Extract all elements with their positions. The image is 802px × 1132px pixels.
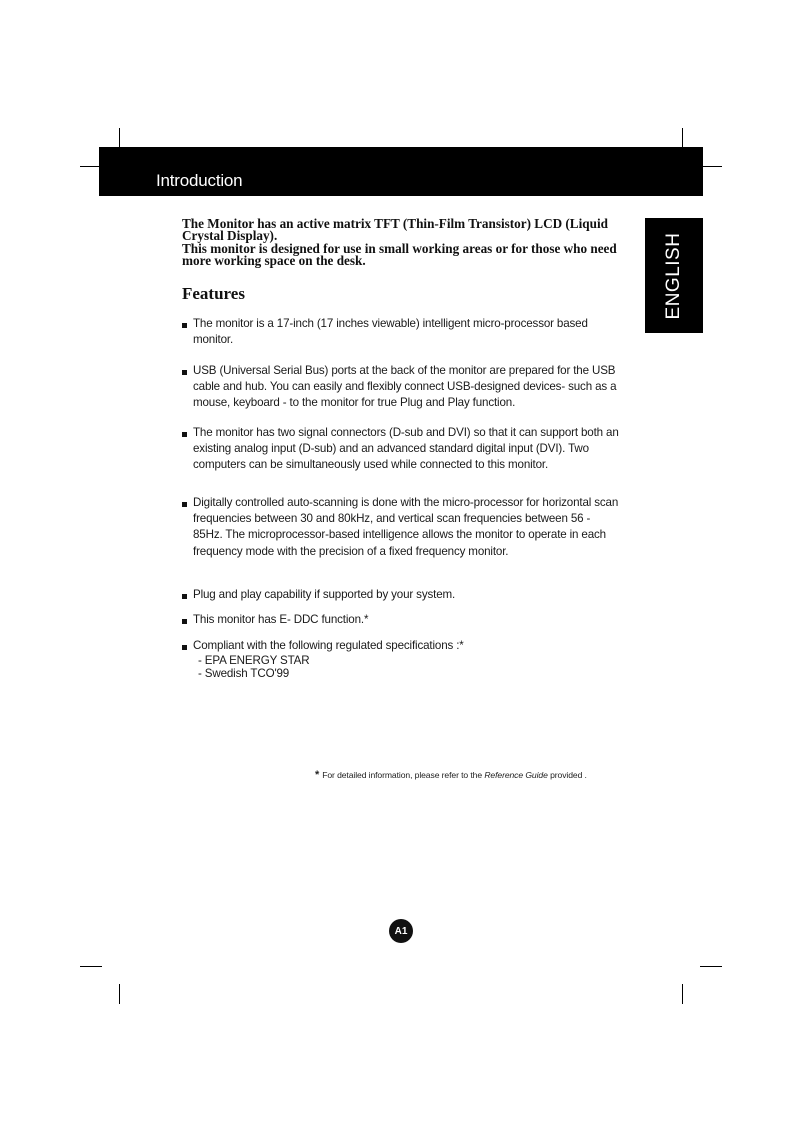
crop-mark bbox=[80, 966, 102, 967]
feature-text: USB (Universal Serial Bus) ports at the back of the monitor are prepared for the USB cable and hub. You can easily and flexibly connect USB-designed devices- such as a mouse, keyboard - to the monitor for true Plug and Play function. bbox=[193, 364, 617, 410]
language-tab bbox=[645, 218, 703, 333]
feature-text: Plug and play capability if supported by your system. bbox=[193, 588, 456, 601]
bullet-icon bbox=[182, 432, 187, 437]
feature-text: Digitally controlled auto-scanning is done with the micro-processor for horizontal scan frequencies between 30 and 80kHz, and vertical scan frequencies between 56 - 85Hz. The microprocessor-based intelligence allows the monitor to operate in each frequency mode with the precision of a fixed frequency monitor. bbox=[193, 496, 619, 558]
crop-mark bbox=[682, 984, 683, 1004]
header-bar bbox=[99, 147, 703, 196]
footnote-text-end: provided . bbox=[550, 770, 587, 780]
bullet-icon bbox=[182, 645, 187, 650]
bullet-icon bbox=[182, 502, 187, 507]
feature-item bbox=[182, 612, 622, 628]
page-number-badge: A1 bbox=[389, 919, 413, 943]
intro-paragraph: This monitor is designed for use in small working areas or for those who need more working space on the desk. bbox=[182, 240, 617, 269]
feature-item bbox=[182, 425, 622, 474]
spec-line: - EPA ENERGY STAR bbox=[198, 654, 310, 667]
spec-line: - Swedish TCO'99 bbox=[198, 667, 290, 680]
feature-item bbox=[182, 587, 622, 603]
reference-guide-name: Reference Guide bbox=[484, 770, 548, 780]
page-title: Introduction bbox=[156, 171, 243, 190]
intro-paragraph: The Monitor has an active matrix TFT (Thin-Film Transistor) LCD (Liquid Crystal Display). bbox=[182, 216, 608, 244]
feature-text: The monitor has two signal connectors (D-sub and DVI) so that it can support both an existing analog input (D-sub) and an advanced standard digital input (DVI). Two computers can be simultaneously used while connected to this monitor. bbox=[193, 426, 619, 472]
intro-text bbox=[182, 218, 622, 268]
crop-mark bbox=[119, 984, 120, 1004]
language-label: ENGLISH bbox=[663, 232, 684, 319]
feature-item bbox=[182, 363, 622, 412]
features-heading: Features bbox=[182, 284, 245, 303]
crop-mark bbox=[700, 166, 722, 167]
footnote-text: For detailed information, please refer to the bbox=[322, 770, 483, 780]
crop-mark bbox=[700, 966, 722, 967]
bullet-icon bbox=[182, 619, 187, 624]
bullet-icon bbox=[182, 370, 187, 375]
feature-text: The monitor is a 17-inch (17 inches viewable) intelligent micro-processor based monitor. bbox=[193, 317, 588, 347]
feature-text: This monitor has E- DDC function.* bbox=[193, 613, 369, 626]
footnote bbox=[315, 769, 625, 781]
footnote-star: * bbox=[315, 769, 320, 781]
bullet-icon bbox=[182, 594, 187, 599]
feature-item bbox=[182, 638, 622, 654]
feature-text: Compliant with the following regulated specifications :* bbox=[193, 639, 464, 652]
feature-item bbox=[182, 316, 622, 348]
feature-item bbox=[182, 495, 622, 560]
bullet-icon bbox=[182, 323, 187, 328]
